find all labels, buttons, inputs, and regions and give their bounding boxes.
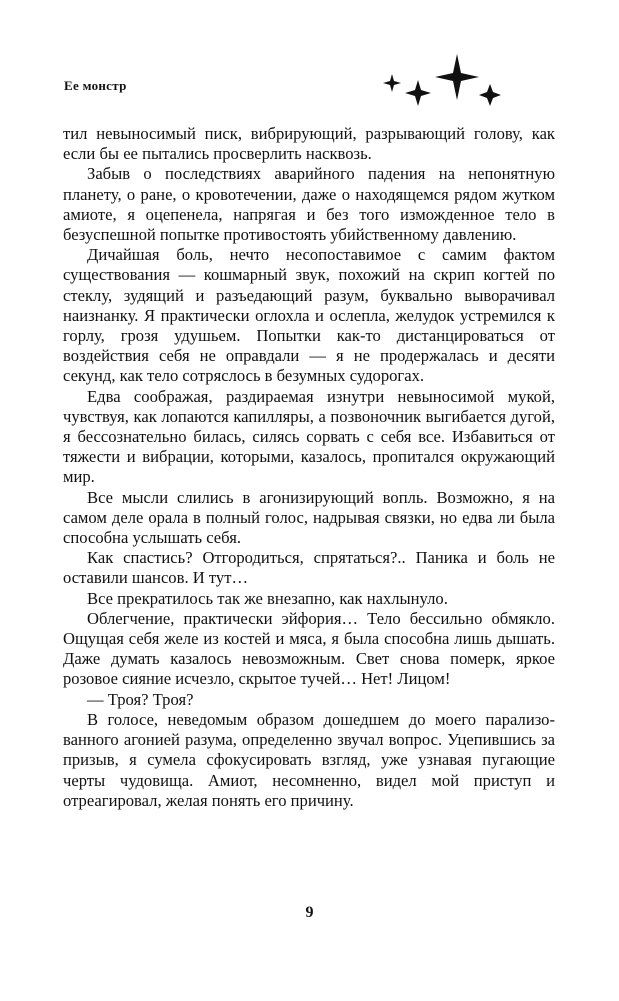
paragraph: Как спастись? Отгородиться, спрятаться?.. Паника и боль не оставили шансов. И тут… (63, 548, 555, 588)
body-text (63, 124, 555, 811)
running-head-title: Ее монстр (64, 78, 127, 93)
star-large-icon (435, 54, 479, 100)
paragraph: тил невыносимый писк, вибрирующий, разрывающий голову, как если бы ее пытались просверлить насквозь. (63, 124, 555, 164)
star-small-left-icon (383, 74, 401, 92)
dialogue-line: — Троя? Троя? (87, 689, 194, 709)
paragraph: Едва соображая, раздираемая изнутри невыносимой мукой, чувствуя, как лопаются капилляры, а позвоночник выгибается дугой, я бессознательно билась, силясь сорвать с себя все. Избавиться от тяжести и вибрации, которыми, казалось, пропитался окружающий мир. (63, 386, 555, 487)
paragraph: Все мысли слились в агонизирующий вопль. Возможно, я на самом деле орала в полный голос, надрывая связки, но едва ли была способна услышать себя. (63, 487, 555, 548)
star-small-right-icon (479, 84, 501, 106)
page-number: 9 (305, 904, 314, 921)
paragraph: В голосе, неведомым образом дошедшем до моего парализованного агонией разума, определенно звучал вопрос. Уцепившись за призыв, я сумела сфокусировать взгляд, уже узнавая пугающие черты чудовища. Амиот, несомненно, видел мой приступ и отреагировал, желая понять его причину. (63, 709, 555, 810)
paragraph: Забыв о последствиях аварийного падения на непонятную планету, о ране, о кровотечении, даже о находящемся рядом жутком амиоте, я оцепенела, напрягая и без того изможденное тело в безуспешной попытке противостоять убийственному давлению. (63, 164, 555, 245)
paragraph: Все прекратилось так же внезапно, как нахлынуло. (87, 588, 448, 608)
paragraph: Дичайшая боль, нечто несопоставимое с самим фактом существования — кошмарный звук, похожий на скрип когтей по стеклу, зудящий и разъедающий разум, буквально выворачивал наизнанку. Я практически оглохла и ослепла, желудок устремился к горлу, грозя удушьем. Попытки как-то дистанцироваться от воздействия себя не оправдали — я не продержалась и десяти секунд, как тело сотряслось в безумных судорогах. (63, 245, 555, 386)
star-cluster-icon (375, 52, 505, 112)
paragraph: Облегчение, практически эйфория… Тело бессильно обмякло. Ощущая себя желе из костей и мяса, я была способна лишь дышать. Даже думать казалось невозможным. Свет снова померк, яркое розовое сияние исчезло, скрытое тучей… Нет! Лицом! (63, 608, 555, 689)
star-medium-icon (405, 80, 431, 106)
